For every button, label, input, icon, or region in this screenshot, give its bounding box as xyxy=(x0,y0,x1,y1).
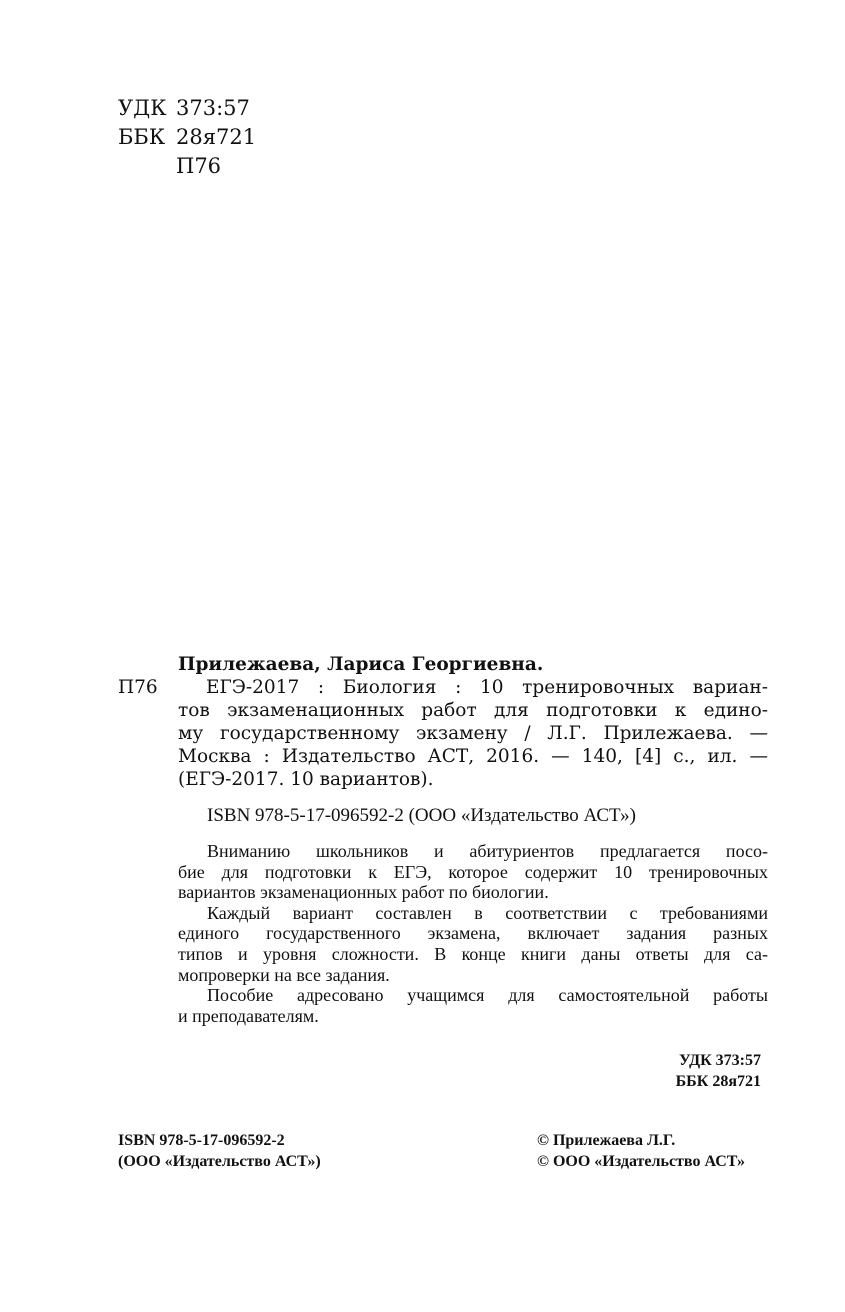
copyright-publisher: © ООО «Издательство АСТ» xyxy=(537,1153,746,1170)
annotation-line: мопроверки на все задания. xyxy=(178,964,390,985)
annotation xyxy=(178,841,768,1026)
annotation-line: бие для подготовки к ЕГЭ, которое содержит 10 тренировочных xyxy=(178,861,768,882)
annotation-line: типов и уровня сложности. В конце книги даны ответы для са- xyxy=(178,943,768,964)
udk-row xyxy=(118,94,256,123)
record-code: П76 xyxy=(118,677,158,698)
record-line: ЕГЭ-2017 : Биология : 10 тренировочных вариан- xyxy=(206,677,768,698)
record-body xyxy=(178,676,768,791)
bbk-value: 28я721 xyxy=(176,125,257,149)
annotation-line: Вниманию школьников и абитуриентов предлагается посо- xyxy=(207,841,768,861)
annotation-line: Каждый вариант составлен в соответствии с требованиями xyxy=(207,902,768,923)
annotation-line: Пособие адресовано учащимся для самостоятельной работы xyxy=(207,985,768,1006)
bibliographic-record xyxy=(118,653,768,1026)
bbk-label: ББК xyxy=(118,125,166,149)
record-line: (ЕГЭ-2017. 10 вариантов). xyxy=(178,769,434,790)
annotation-line: единого государственного экзамена, включает задания разных xyxy=(178,923,768,944)
record-isbn: ISBN 978-5-17-096592-2 (ООО «Издательство АСТ») xyxy=(207,805,636,826)
footer-publisher: (ООО «Издательство АСТ») xyxy=(118,1153,321,1170)
record-line: Москва : Издательство АСТ, 2016. — 140, [4] с., ил. — xyxy=(178,746,768,767)
annotation-line: и преподавателям. xyxy=(178,1005,319,1026)
copyright-author: © Прилежаева Л.Г. xyxy=(537,1132,676,1149)
classification-codes xyxy=(676,1050,761,1092)
annotation-line: вариантов экзаменационных работ по биологии. xyxy=(178,882,549,903)
udk-value: 373:57 xyxy=(176,96,250,120)
record-author: Прилежаева, Лариса Георгиевна. xyxy=(178,654,544,675)
record-line: му государственному экзамену / Л.Г. Прилежаева. — xyxy=(178,723,768,744)
footer-copyright-block xyxy=(537,1130,745,1172)
top-classification xyxy=(118,94,256,181)
bbk-row xyxy=(118,123,256,152)
footer-isbn-block xyxy=(118,1130,321,1172)
author-sign-row xyxy=(118,152,256,181)
udk-code: УДК 373:57 xyxy=(678,1052,761,1069)
record-entry xyxy=(118,676,768,791)
udk-label: УДК xyxy=(118,96,167,120)
author-sign: П76 xyxy=(176,154,222,178)
footer-isbn: ISBN 978-5-17-096592-2 xyxy=(118,1132,285,1149)
record-line: тов экзаменационных работ для подготовки к едино- xyxy=(178,700,768,721)
bbk-code: ББК 28я721 xyxy=(675,1073,761,1090)
